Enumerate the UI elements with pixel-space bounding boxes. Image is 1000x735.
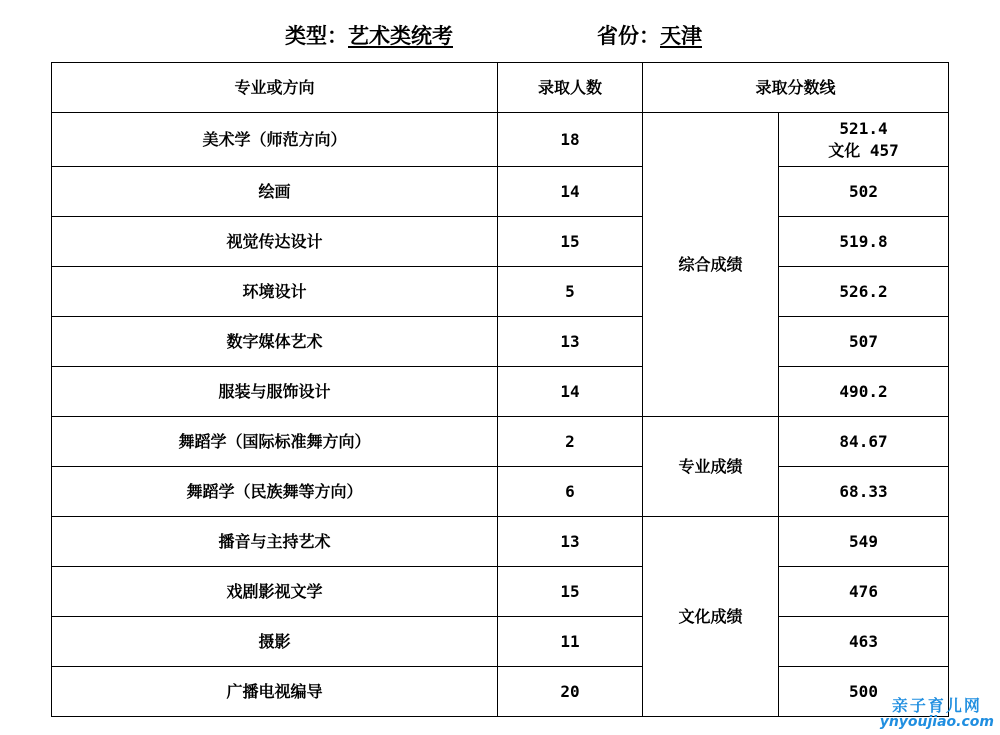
table-row xyxy=(52,217,949,267)
count-cell: 14 xyxy=(498,167,643,217)
table-row xyxy=(52,317,949,367)
score-cell: 463 xyxy=(779,617,949,667)
score-value: 521.4 xyxy=(839,118,888,138)
score-cell: 519.8 xyxy=(779,217,949,267)
count-cell: 13 xyxy=(498,517,643,567)
type-field xyxy=(285,20,453,50)
column-header-count: 录取人数 xyxy=(498,63,643,113)
count-cell: 18 xyxy=(498,113,643,167)
major-cell: 舞蹈学（国际标准舞方向） xyxy=(52,417,498,467)
count-cell: 6 xyxy=(498,467,643,517)
count-cell: 20 xyxy=(498,667,643,717)
score-cell: 476 xyxy=(779,567,949,617)
table-row xyxy=(52,667,949,717)
table-row xyxy=(52,267,949,317)
major-cell: 摄影 xyxy=(52,617,498,667)
score-cell: 549 xyxy=(779,517,949,567)
table-header-row xyxy=(52,63,949,113)
type-label: 类型： xyxy=(285,24,348,48)
count-cell: 5 xyxy=(498,267,643,317)
major-cell: 戏剧影视文学 xyxy=(52,567,498,617)
table-row xyxy=(52,167,949,217)
major-cell: 数字媒体艺术 xyxy=(52,317,498,367)
site-watermark xyxy=(880,697,994,731)
score-cell: 490.2 xyxy=(779,367,949,417)
score-cell: 502 xyxy=(779,167,949,217)
score-cell: 500 xyxy=(779,667,949,717)
count-cell: 14 xyxy=(498,367,643,417)
major-cell: 环境设计 xyxy=(52,267,498,317)
major-cell: 舞蹈学（民族舞等方向） xyxy=(52,467,498,517)
score-cell: 526.2 xyxy=(779,267,949,317)
province-label: 省份： xyxy=(597,24,660,48)
score-group-cell: 综合成绩 xyxy=(643,113,779,417)
score-group-cell: 专业成绩 xyxy=(643,417,779,517)
count-cell: 11 xyxy=(498,617,643,667)
province-value: 天津 xyxy=(660,24,702,48)
column-header-score: 录取分数线 xyxy=(643,63,949,113)
table-row xyxy=(52,467,949,517)
score-cell: 84.67 xyxy=(779,417,949,467)
score-cell: 507 xyxy=(779,317,949,367)
count-cell: 15 xyxy=(498,217,643,267)
watermark-site-name: 亲子育儿网 xyxy=(891,696,982,715)
score-cell xyxy=(779,113,949,167)
count-cell: 15 xyxy=(498,567,643,617)
major-cell: 播音与主持艺术 xyxy=(52,517,498,567)
watermark-site-url: ynyoujiao.com xyxy=(879,714,994,730)
table-row xyxy=(52,417,949,467)
table-row xyxy=(52,617,949,667)
admission-score-table xyxy=(51,62,949,717)
count-cell: 13 xyxy=(498,317,643,367)
major-cell: 绘画 xyxy=(52,167,498,217)
table-row xyxy=(52,567,949,617)
major-cell: 美术学（师范方向） xyxy=(52,113,498,167)
table-row xyxy=(52,113,949,167)
major-cell: 视觉传达设计 xyxy=(52,217,498,267)
table-row xyxy=(52,367,949,417)
major-cell: 服装与服饰设计 xyxy=(52,367,498,417)
table-row xyxy=(52,517,949,567)
type-value: 艺术类统考 xyxy=(348,24,453,48)
page-header xyxy=(0,20,1000,54)
score-group-cell: 文化成绩 xyxy=(643,517,779,717)
count-cell: 2 xyxy=(498,417,643,467)
province-field xyxy=(597,20,702,50)
score-cell: 68.33 xyxy=(779,467,949,517)
column-header-major: 专业或方向 xyxy=(52,63,498,113)
major-cell: 广播电视编导 xyxy=(52,667,498,717)
score-note: 文化 457 xyxy=(828,140,899,160)
